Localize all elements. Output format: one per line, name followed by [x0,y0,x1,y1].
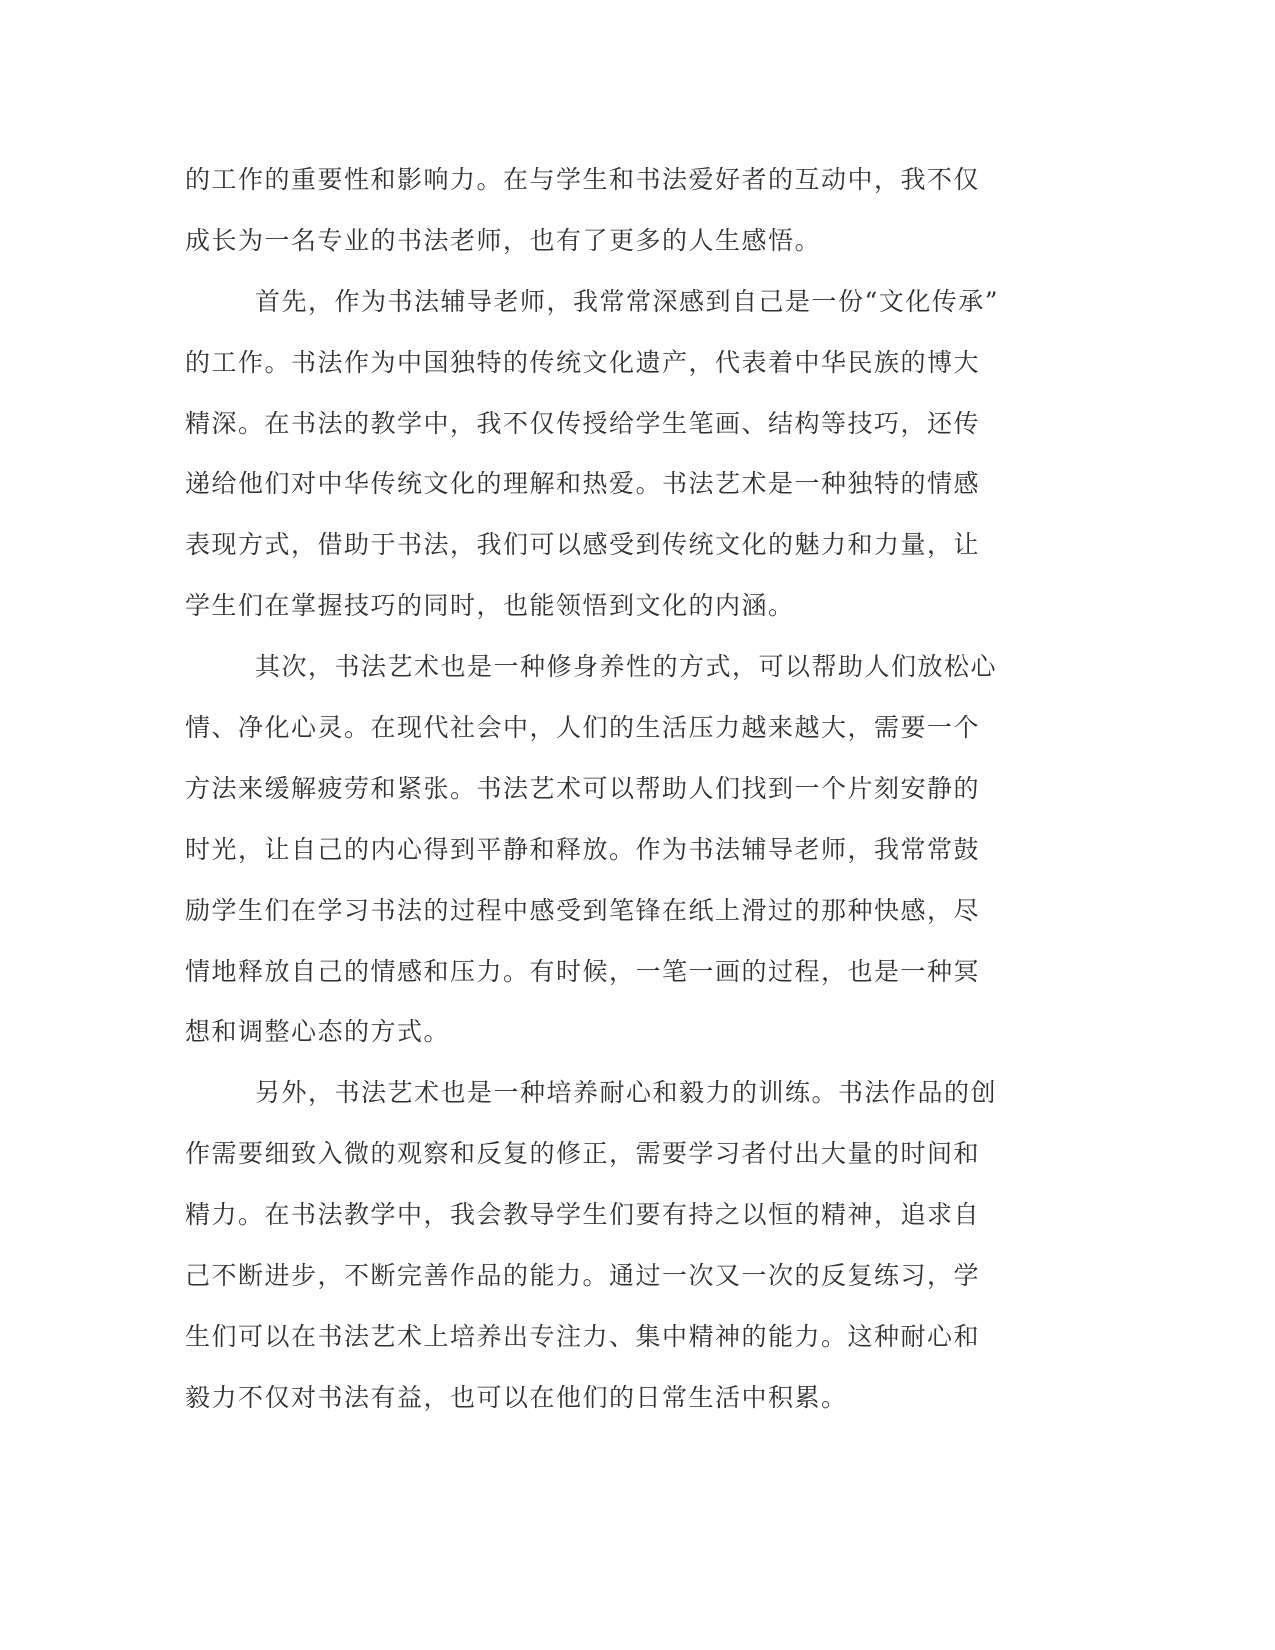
text-line: 成长为一名专业的书法老师，也有了更多的人生感悟。 [185,225,822,255]
text-line: 方法来缓解疲劳和紧张。书法艺术可以帮助人们找到一个片刻安静的 [185,773,981,803]
document-body [185,150,1055,1429]
text-line: 的工作的重要性和影响力。在与学生和书法爱好者的互动中，我不仅 [185,165,981,194]
text-line: 励学生们在学习书法的过程中感受到笔锋在纸上滑过的那种快感，尽 [185,895,981,925]
text-line: 作需要细致入微的观察和反复的修正，需要学习者付出大量的时间和 [185,1139,981,1169]
text-line: 递给他们对中华传统文化的理解和热爱。书法艺术是一种独特的情感 [185,469,981,499]
paragraph-start-line: 首先，作为书法辅导老师，我常常深感到自己是一份“文化传承” [255,286,1000,316]
text-line: 表现方式，借助于书法，我们可以感受到传统文化的魅力和力量，让 [185,530,981,560]
paragraph-start-line: 其次，书法艺术也是一种修身养性的方式，可以帮助人们放松心 [255,652,998,682]
text-line: 己不断进步，不断完善作品的能力。通过一次又一次的反复练习，学 [185,1261,981,1291]
text-line: 毅力不仅对书法有益，也可以在他们的日常生活中积累。 [185,1382,848,1412]
text-line: 时光，让自己的内心得到平静和释放。作为书法辅导老师，我常常鼓 [185,834,981,864]
text-line: 生们可以在书法艺术上培养出专注力、集中精神的能力。这种耐心和 [185,1321,981,1351]
text-line: 的工作。书法作为中国独特的传统文化遗产，代表着中华民族的博大 [185,347,981,377]
paragraph-start-line: 另外，书法艺术也是一种培养耐心和毅力的训练。书法作品的创 [255,1078,998,1108]
text-line: 精力。在书法教学中，我会教导学生们要有持之以恒的精神，追求自 [185,1200,981,1230]
text-line: 情地释放自己的情感和压力。有时候，一笔一画的过程，也是一种冥 [185,956,981,986]
text-line: 学生们在掌握技巧的同时，也能领悟到文化的内涵。 [185,591,795,621]
text-line: 情、净化心灵。在现代社会中，人们的生活压力越来越大，需要一个 [185,713,981,743]
text-line: 精深。在书法的教学中，我不仅传授给学生笔画、结构等技巧，还传 [185,408,981,438]
text-line: 想和调整心态的方式。 [185,1017,451,1047]
